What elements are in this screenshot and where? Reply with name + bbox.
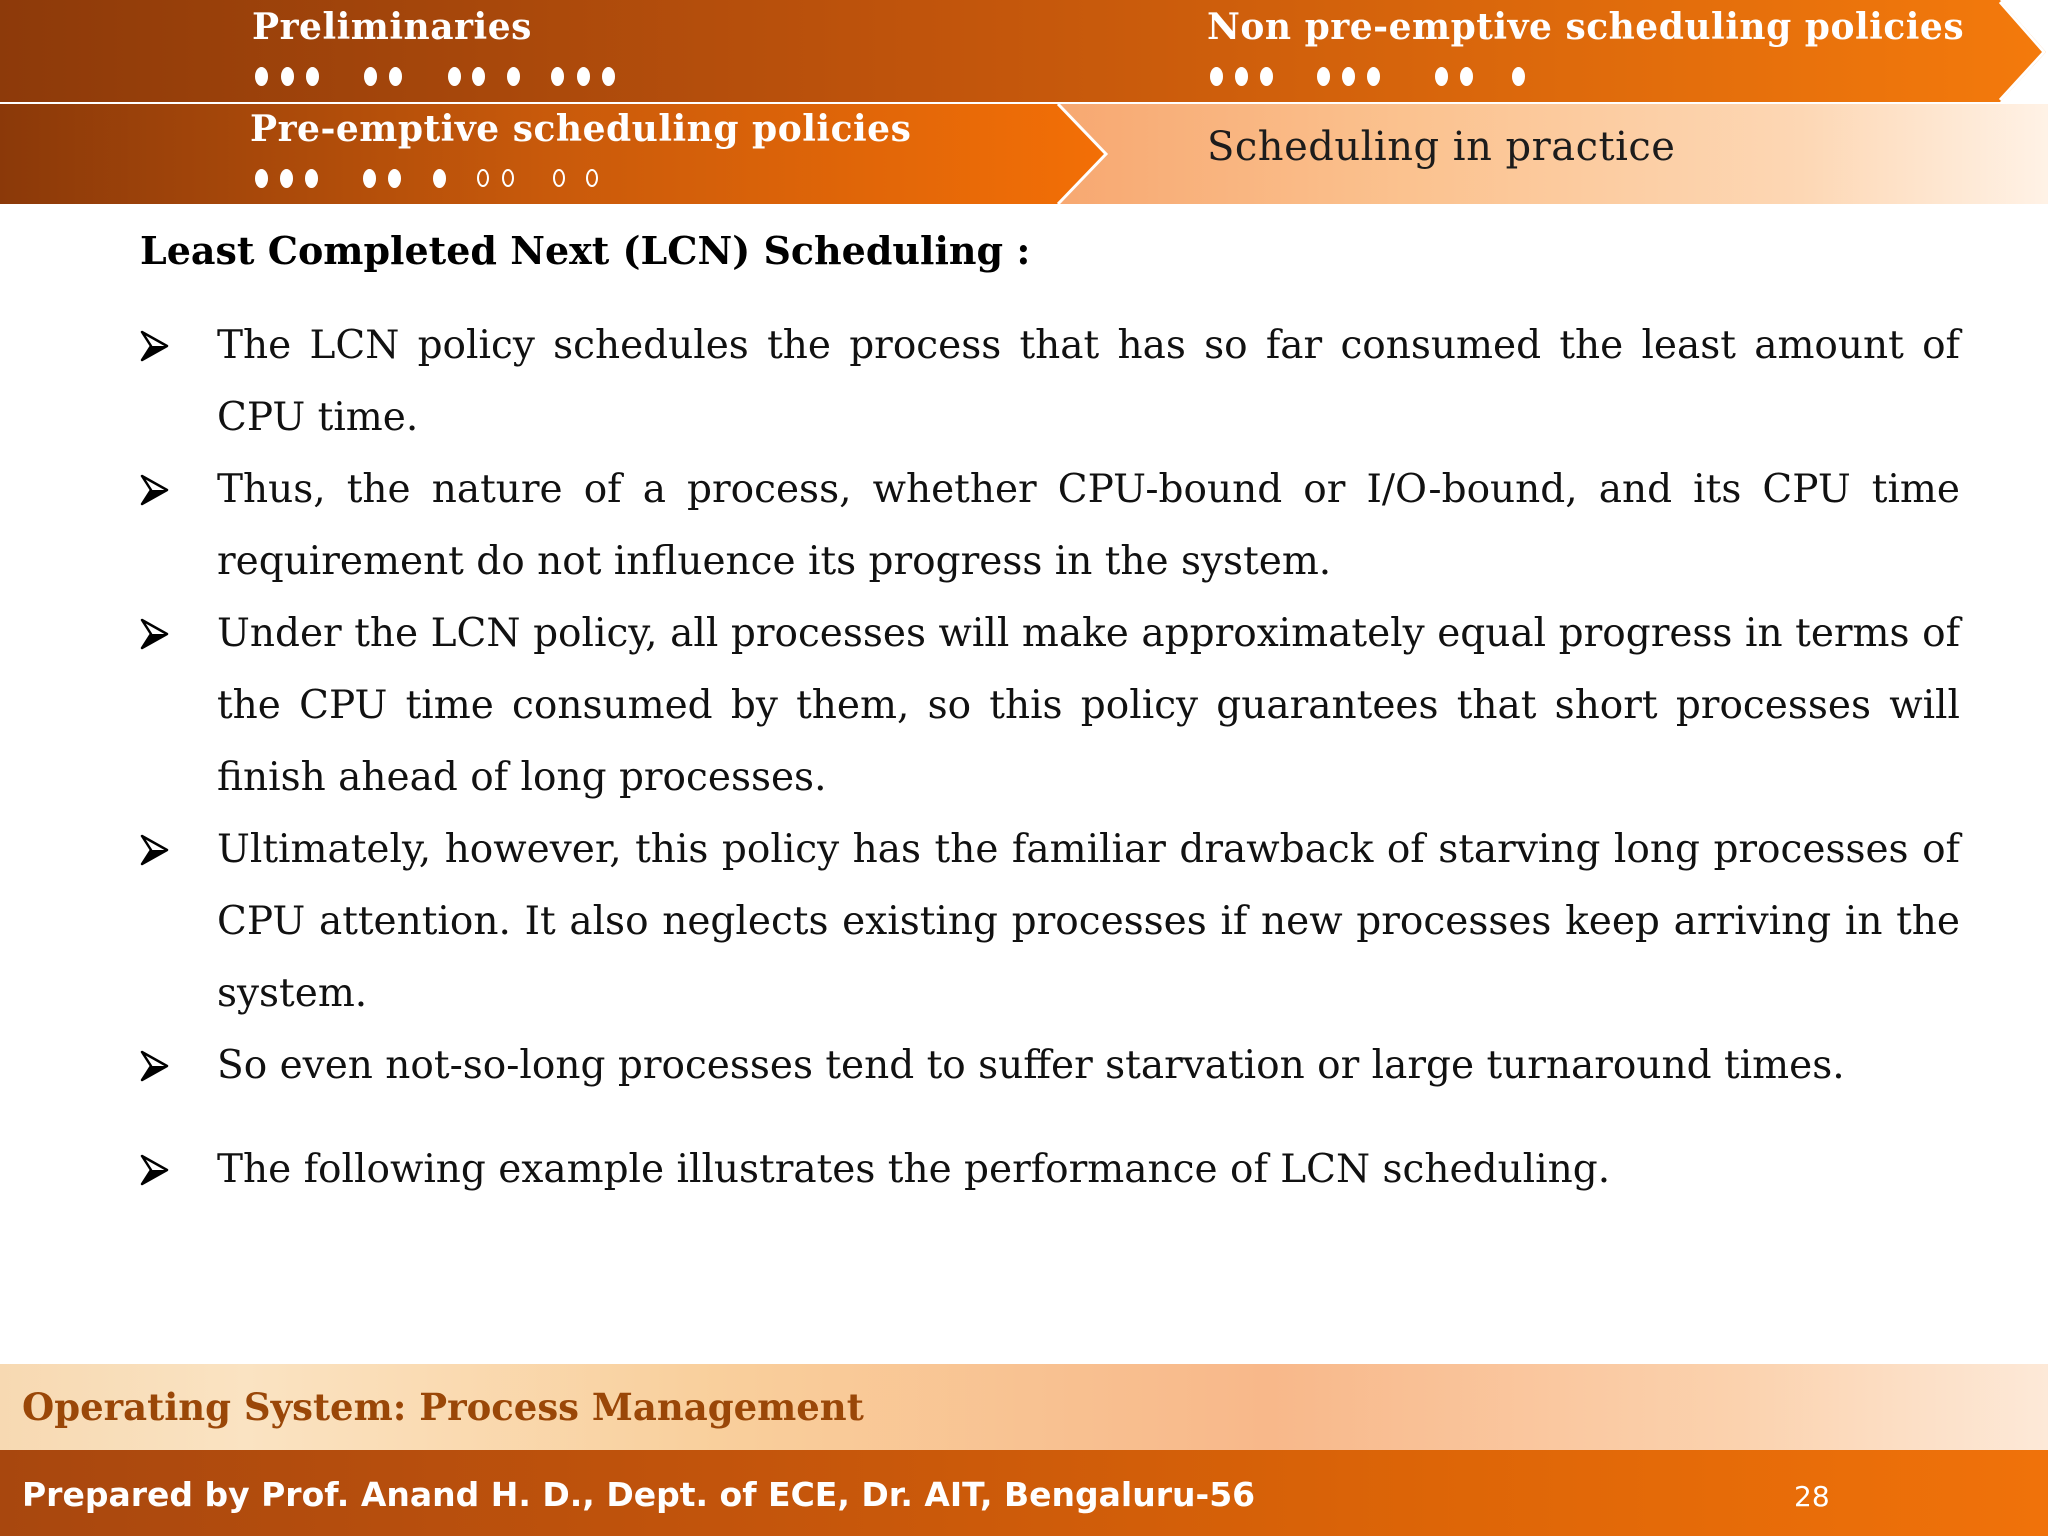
arrow-bullet-icon: [140, 1152, 170, 1188]
list-item: [140, 814, 1960, 1030]
nav-tab-preliminaries[interactable]: Preliminaries: [252, 6, 532, 48]
arrow-bullet-icon: [140, 472, 170, 508]
list-item: [140, 1030, 1960, 1102]
footer-author: Prepared by Prof. Anand H. D., Dept. of ECE, Dr. AIT, Bengaluru-56: [22, 1475, 1256, 1514]
slide-heading: Least Completed Next (LCN) Scheduling :: [140, 228, 1031, 273]
bullet-list: [140, 310, 1960, 1206]
bullet-text: So even not-so-long processes tend to suffer starvation or large turnaround times.: [217, 1043, 1845, 1088]
list-item: [140, 598, 1960, 814]
bullet-text: Thus, the nature of a process, whether CPU-bound or I/O-bound, and its CPU time requirement do not influence its progress in the system.: [217, 467, 1960, 584]
nav-tab-practice[interactable]: Scheduling in practice: [1207, 124, 1676, 170]
page-number: 28: [1794, 1480, 1830, 1513]
bullet-text: Ultimately, however, this policy has the familiar drawback of starving long processes of CPU attention. It also neglects existing processes if new processes keep arriving in the system.: [217, 827, 1960, 1016]
nav-tab-preemptive[interactable]: Pre-emptive scheduling policies: [250, 108, 912, 150]
list-item: [140, 454, 1960, 598]
nav-tab-non-preemptive[interactable]: Non pre-emptive scheduling policies: [1207, 6, 1965, 48]
bullet-text: The following example illustrates the performance of LCN scheduling.: [217, 1147, 1611, 1192]
bullet-text: Under the LCN policy, all processes will make approximately equal progress in terms of the CPU time consumed by them, so this policy guarantees that short processes will finish ahead of long processes.: [217, 611, 1960, 800]
arrow-bullet-icon: [140, 328, 170, 364]
bullet-text: The LCN policy schedules the process that has so far consumed the least amount of CPU time.: [217, 323, 1960, 440]
list-item: [140, 1134, 1960, 1206]
arrow-bullet-icon: [140, 1048, 170, 1084]
list-item: [140, 310, 1960, 454]
arrow-bullet-icon: [140, 616, 170, 652]
footer-course-title: Operating System: Process Management: [22, 1385, 864, 1429]
arrow-bullet-icon: [140, 832, 170, 868]
